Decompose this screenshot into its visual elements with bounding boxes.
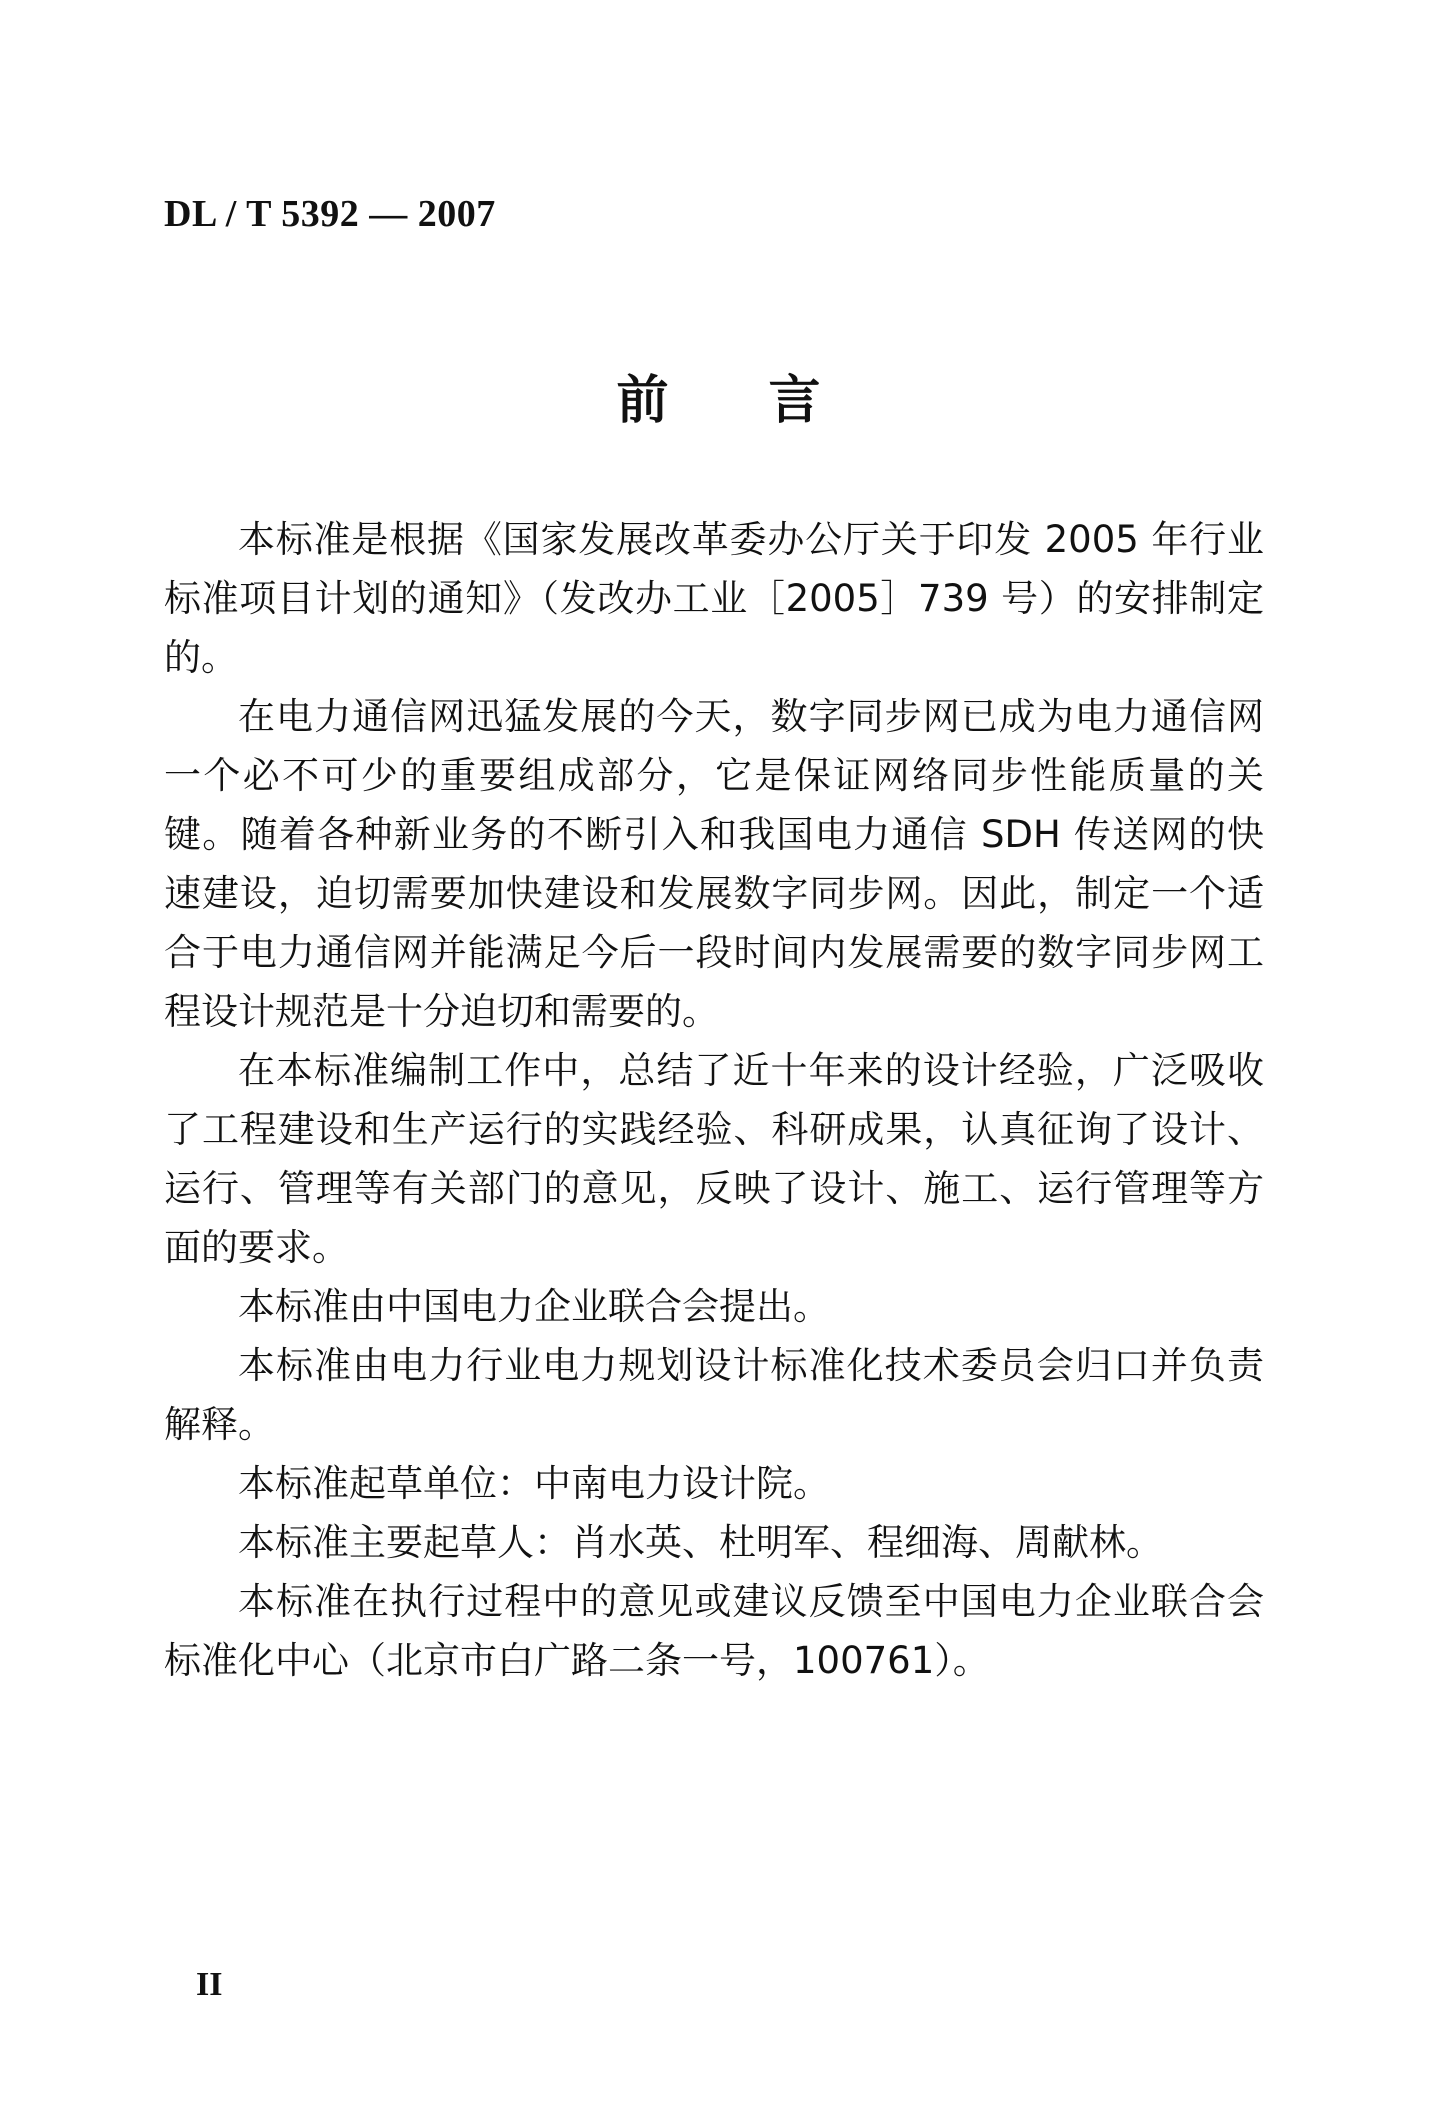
- body-text: [164, 510, 1264, 1690]
- paragraph-feedback: 本标准在执行过程中的意见或建议反馈至中国电力企业联合会标准化中心（北京市白广路二条一号，100761）。: [164, 1580, 1264, 1682]
- paragraph-background: 在电力通信网迅猛发展的今天，数字同步网已成为电力通信网一个必不可少的重要组成部分，它是保证网络同步性能质量的关键。随着各种新业务的不断引入和我国电力通信 SDH 传送网的快速建设，迫切需要加快建设和发展数字同步网。因此，制定一个适合于电力通信网并能满足今后一段时间内发展需要的数字同步网工程设计规范是十分迫切和需要的。: [164, 695, 1264, 1033]
- paragraph-drafters: 本标准主要起草人：肖水英、杜明军、程细海、周献林。: [238, 1521, 1163, 1564]
- standard-code: DL / T 5392 — 2007: [164, 193, 496, 235]
- paragraph-drafting-unit: 本标准起草单位：中南电力设计院。: [238, 1462, 830, 1505]
- paragraph-administrator: 本标准由电力行业电力规划设计标准化技术委员会归口并负责解释。: [164, 1344, 1264, 1446]
- paragraph-proposer: 本标准由中国电力企业联合会提出。: [238, 1285, 830, 1328]
- paragraph-compilation: 在本标准编制工作中，总结了近十年来的设计经验，广泛吸收了工程建设和生产运行的实践经验、科研成果，认真征询了设计、运行、管理等有关部门的意见，反映了设计、施工、运行管理等方面的要求。: [164, 1049, 1264, 1269]
- page-number: II: [196, 1966, 223, 2003]
- page-title: 前言: [616, 371, 921, 431]
- paragraph-basis: 本标准是根据《国家发展改革委办公厅关于印发 2005 年行业标准项目计划的通知》（发改办工业［2005］739 号）的安排制定的。: [164, 518, 1264, 679]
